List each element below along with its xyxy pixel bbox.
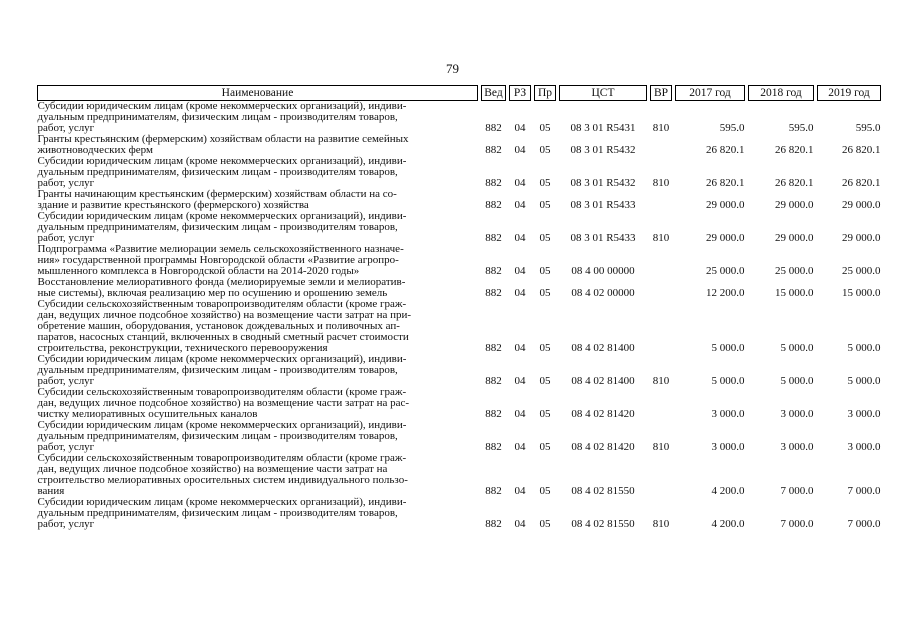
row-rz: 04 — [514, 342, 526, 354]
row-y2017: 3 000.0 — [711, 441, 745, 453]
row-ved: 882 — [485, 122, 502, 134]
row-name — [38, 299, 478, 354]
row-name-line: Субсидии сельскохозяйственным товаропроизводителям области (кроме граж- — [37, 386, 407, 398]
row-y2019: 26 820.1 — [842, 177, 881, 189]
row-y2018: 5 000.0 — [780, 342, 814, 354]
row-name-line: Субсидии юридическим лицам (кроме некоммерческих организаций), индиви- — [37, 210, 407, 222]
row-name-line: дуальным предпринимателям, физическим лицам - производителям товаров, — [37, 221, 398, 233]
row-rz: 04 — [514, 441, 526, 453]
row-pr: 05 — [539, 408, 551, 420]
row-vr — [651, 244, 672, 277]
row-name-line: вания — [37, 485, 65, 497]
row-name-line: дуальным предпринимателям, физическим лицам - производителям товаров, — [37, 111, 398, 123]
row-name-line: работ, услуг — [37, 122, 95, 134]
row-name — [38, 277, 478, 299]
row-rz: 04 — [514, 375, 526, 387]
row-y2018: 26 820.1 — [775, 177, 814, 189]
row-ved: 882 — [485, 518, 502, 530]
row-name-line: работ, услуг — [37, 518, 95, 530]
row-pr: 05 — [539, 177, 551, 189]
row-name — [38, 156, 478, 189]
row-name — [38, 134, 478, 156]
row-rz: 04 — [514, 265, 526, 277]
row-rz: 04 — [514, 518, 526, 530]
row-cst: 08 3 01 R5432 — [570, 144, 636, 156]
row-name — [38, 189, 478, 211]
table-row — [38, 420, 881, 453]
row-name — [38, 101, 478, 135]
row-y2019: 7 000.0 — [847, 485, 881, 497]
row-ved: 882 — [485, 408, 502, 420]
row-rz: 04 — [514, 177, 526, 189]
row-cst: 08 4 02 81550 — [571, 518, 635, 530]
row-y2018: 25 000.0 — [775, 265, 814, 277]
row-name-line: Гранты крестьянским (фермерским) хозяйствам области на развитие семейных — [37, 133, 409, 145]
table-row — [38, 101, 881, 135]
table-row — [38, 277, 881, 299]
table-header-row — [38, 86, 881, 101]
row-name-line: строительства, реконструкции, технического перевооружения — [37, 342, 328, 354]
row-cst: 08 4 02 81400 — [571, 342, 635, 354]
row-name-line: дан, ведущих личное подсобное хозяйство) на возмещение части затрат на при- — [37, 309, 412, 321]
header-vr: ВР — [651, 86, 672, 101]
row-y2017: 4 200.0 — [711, 518, 745, 530]
row-ved: 882 — [485, 375, 502, 387]
row-name-line: дуальным предпринимателям, физическим лицам - производителям товаров, — [37, 166, 398, 178]
row-rz: 04 — [514, 122, 526, 134]
header-2019: 2019 год — [818, 86, 881, 101]
row-vr — [651, 453, 672, 497]
row-name-line: ные системы), включая реализацию мер по осушению и орошению земель — [37, 287, 388, 299]
row-y2019: 15 000.0 — [842, 287, 881, 299]
row-y2019: 29 000.0 — [842, 199, 881, 211]
row-name-line: Субсидии юридическим лицам (кроме некоммерческих организаций), индиви- — [37, 353, 407, 365]
row-cst: 08 3 01 R5431 — [570, 122, 636, 134]
row-y2019: 595.0 — [855, 122, 881, 134]
row-y2018: 29 000.0 — [775, 199, 814, 211]
header-2017: 2017 год — [676, 86, 745, 101]
row-pr: 05 — [539, 232, 551, 244]
row-cst: 08 3 01 R5432 — [570, 177, 636, 189]
row-pr: 05 — [539, 122, 551, 134]
row-ved: 882 — [485, 144, 502, 156]
row-y2018: 595.0 — [788, 122, 814, 134]
row-name-line: строительство мелиоративных оросительных систем индивидуального пользо- — [37, 474, 408, 486]
row-y2018: 15 000.0 — [775, 287, 814, 299]
header-cst: ЦСТ — [560, 86, 647, 101]
row-name-line: чистку мелиоративных осушительных каналов — [37, 408, 258, 420]
row-pr: 05 — [539, 342, 551, 354]
row-y2017: 5 000.0 — [711, 342, 745, 354]
header-2018: 2018 год — [749, 86, 814, 101]
row-y2019: 5 000.0 — [847, 342, 881, 354]
row-cst: 08 3 01 R5433 — [570, 232, 636, 244]
row-vr: 810 — [652, 122, 670, 134]
row-name-line: дуальным предпринимателям, физическим лицам - производителям товаров, — [37, 507, 398, 519]
row-ved: 882 — [485, 265, 502, 277]
row-name — [38, 497, 478, 530]
row-pr: 05 — [539, 265, 551, 277]
row-y2019: 7 000.0 — [847, 518, 881, 530]
row-pr: 05 — [539, 441, 551, 453]
row-name-line: работ, услуг — [37, 441, 95, 453]
row-y2017: 29 000.0 — [706, 232, 745, 244]
row-name-line: паратов, насосных станций, включенных в сводный сметный расчет стоимости — [37, 331, 409, 343]
row-name-line: животноводческих ферм — [37, 144, 153, 156]
row-pr: 05 — [539, 144, 551, 156]
row-name-line: Субсидии сельскохозяйственным товаропроизводителям области (кроме граж- — [37, 452, 407, 464]
row-y2017: 3 000.0 — [711, 408, 745, 420]
row-name-line: Субсидии сельскохозяйственным товаропроизводителям области (кроме граж- — [37, 298, 407, 310]
table-row — [38, 387, 881, 420]
row-name-line: Субсидии юридическим лицам (кроме некоммерческих организаций), индиви- — [37, 155, 407, 167]
row-name-line: работ, услуг — [37, 177, 95, 189]
row-name-line: дуальным предпринимателям, физическим лицам - производителям товаров, — [37, 364, 398, 376]
row-y2018: 5 000.0 — [780, 375, 814, 387]
table-row — [38, 453, 881, 497]
row-cst: 08 4 02 81420 — [571, 441, 635, 453]
row-ved: 882 — [485, 485, 502, 497]
row-y2018: 29 000.0 — [775, 232, 814, 244]
row-vr — [651, 299, 672, 354]
row-name-line: Субсидии юридическим лицам (кроме некоммерческих организаций), индиви- — [37, 100, 407, 112]
row-y2019: 5 000.0 — [847, 375, 881, 387]
row-vr — [651, 189, 672, 211]
row-y2018: 3 000.0 — [780, 408, 814, 420]
row-cst: 08 4 02 81400 — [571, 375, 635, 387]
row-y2017: 26 820.1 — [706, 177, 745, 189]
row-y2017: 29 000.0 — [706, 199, 745, 211]
row-rz: 04 — [514, 199, 526, 211]
row-y2017: 5 000.0 — [711, 375, 745, 387]
row-y2019: 3 000.0 — [847, 408, 881, 420]
row-name — [38, 244, 478, 277]
page-number: 79 — [446, 61, 459, 76]
table-row — [38, 156, 881, 189]
row-vr: 810 — [652, 177, 670, 189]
row-rz: 04 — [514, 144, 526, 156]
row-y2018: 7 000.0 — [780, 518, 814, 530]
row-y2019: 26 820.1 — [842, 144, 881, 156]
row-y2019: 29 000.0 — [842, 232, 881, 244]
row-name-line: ния» государственной программы Новгородской области «Развитие агропро- — [37, 254, 399, 266]
table-row — [38, 354, 881, 387]
row-vr — [651, 387, 672, 420]
row-y2017: 595.0 — [719, 122, 745, 134]
table-row — [38, 497, 881, 530]
row-vr — [651, 134, 672, 156]
row-rz: 04 — [514, 287, 526, 299]
row-pr: 05 — [539, 485, 551, 497]
row-cst: 08 4 02 81420 — [571, 408, 635, 420]
budget-table — [37, 85, 881, 530]
row-name-line: работ, услуг — [37, 232, 95, 244]
row-cst: 08 4 02 81550 — [571, 485, 635, 497]
row-pr: 05 — [539, 287, 551, 299]
header-rz: РЗ — [510, 86, 531, 101]
header-ved: Вед — [482, 86, 506, 101]
row-pr: 05 — [539, 199, 551, 211]
row-ved: 882 — [485, 441, 502, 453]
row-name-line: Восстановление мелиоративного фонда (мелиорируемые земли и мелиоратив- — [37, 276, 406, 288]
row-name-line: здание и развитие крестьянского (фермерского) хозяйства — [37, 199, 309, 211]
row-vr: 810 — [652, 232, 670, 244]
row-pr: 05 — [539, 375, 551, 387]
header-pr: Пр — [535, 86, 556, 101]
row-y2017: 26 820.1 — [706, 144, 745, 156]
row-y2017: 12 200.0 — [706, 287, 745, 299]
row-ved: 882 — [485, 287, 502, 299]
row-name — [38, 387, 478, 420]
row-name-line: Подпрограмма «Развитие мелиорации земель сельскохозяйственного назначе- — [37, 243, 404, 255]
row-cst: 08 4 00 00000 — [571, 265, 635, 277]
row-vr — [651, 277, 672, 299]
row-ved: 882 — [485, 177, 502, 189]
row-y2019: 3 000.0 — [847, 441, 881, 453]
table-row — [38, 211, 881, 244]
row-name-line: Субсидии юридическим лицам (кроме некоммерческих организаций), индиви- — [37, 419, 407, 431]
row-name-line: дан, ведущих личное подсобное хозяйство) на возмещение части затрат на рас- — [37, 397, 410, 409]
row-cst: 08 4 02 00000 — [571, 287, 635, 299]
row-name-line: дан, ведущих личное подсобное хозяйство) на возмещение части затрат на — [37, 463, 388, 475]
row-vr: 810 — [652, 518, 670, 530]
row-name — [38, 420, 478, 453]
row-pr: 05 — [539, 518, 551, 530]
row-name-line: обретение машин, оборудования, установок дождевальных и поливочных ап- — [37, 320, 400, 332]
row-rz: 04 — [514, 408, 526, 420]
row-vr: 810 — [652, 375, 670, 387]
table-body — [38, 101, 881, 531]
row-y2019: 25 000.0 — [842, 265, 881, 277]
row-name-line: мышленного комплекса в Новгородской области на 2014-2020 годы» — [37, 265, 360, 277]
row-name — [38, 354, 478, 387]
row-y2018: 26 820.1 — [775, 144, 814, 156]
table-row — [38, 189, 881, 211]
row-name-line: Субсидии юридическим лицам (кроме некоммерческих организаций), индиви- — [37, 496, 407, 508]
row-ved: 882 — [485, 232, 502, 244]
header-name: Наименование — [38, 86, 478, 101]
table-row — [38, 299, 881, 354]
row-ved: 882 — [485, 199, 502, 211]
table-row — [38, 244, 881, 277]
row-cst: 08 3 01 R5433 — [570, 199, 636, 211]
row-ved: 882 — [485, 342, 502, 354]
row-name — [38, 453, 478, 497]
row-vr: 810 — [652, 441, 670, 453]
row-name-line: Гранты начинающим крестьянским (фермерским) хозяйствам области на со- — [37, 188, 397, 200]
row-rz: 04 — [514, 485, 526, 497]
row-y2017: 25 000.0 — [706, 265, 745, 277]
row-y2018: 7 000.0 — [780, 485, 814, 497]
row-name-line: работ, услуг — [37, 375, 95, 387]
row-y2017: 4 200.0 — [711, 485, 745, 497]
row-name — [38, 211, 478, 244]
row-rz: 04 — [514, 232, 526, 244]
row-y2018: 3 000.0 — [780, 441, 814, 453]
row-name-line: дуальным предпринимателям, физическим лицам - производителям товаров, — [37, 430, 398, 442]
table-row — [38, 134, 881, 156]
